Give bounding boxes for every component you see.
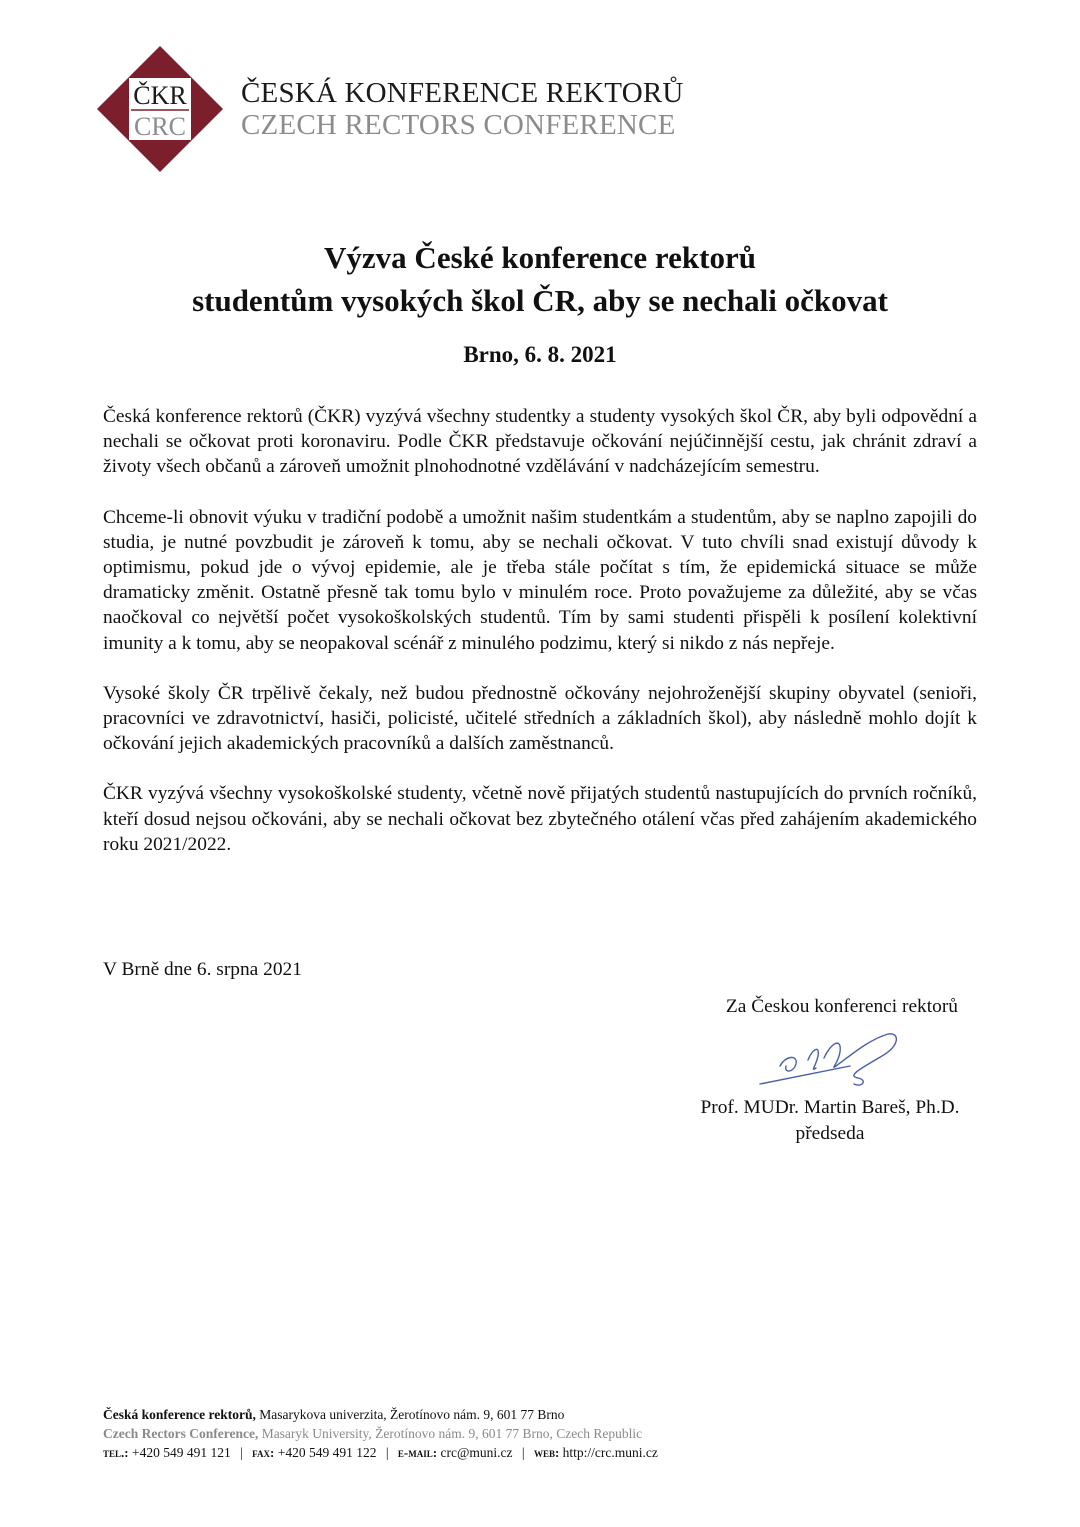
footer-separator: | [385, 1445, 389, 1460]
footer [103, 1405, 658, 1462]
footer-separator: | [521, 1445, 525, 1460]
footer-email-value[interactable]: crc@muni.cz [437, 1445, 513, 1460]
footer-separator: | [240, 1445, 243, 1460]
document-date: Brno, 6. 8. 2021 [463, 342, 617, 367]
place-date: V Brně dne 6. srpna 2021 [103, 959, 302, 980]
footer-address-en-text: Masaryk University, Žerotínovo nám. 9, 601 77 Brno, Czech Republic [258, 1426, 643, 1441]
signature-icon [750, 1026, 910, 1096]
brand-name-en: CZECH RECTORS CONFERENCE [241, 109, 676, 141]
signer [660, 1095, 1000, 1147]
sign-for: Za Českou konferenci rektorů [725, 996, 958, 1017]
paragraph-2: Chceme-li obnovit výuku v tradiční podobě a umožnit našim studentkám a studentům, aby se naplno zapojili do studia, je nutné povzbudit je zároveň k tomu, aby se nechali očkovat. V tuto chvíli snad existují důvody k optimismu, pokud jde o vývoj epidemie, ale je třeba stále počítat s tím, že epidemická situace se může dramaticky změnit. Ostatně přesně tak tomu bylo v minulém roce. Proto považujeme za důležité, aby se včas naočkoval co největší počet vysokoškolských studentů. Tím by sami studenti přispěli k posílení kolektivní imunity a k tomu, aby se neopakoval scénář z minulého podzimu, který si nikdo z nás nepřeje. [103, 506, 977, 654]
footer-org-cz: Česká konference rektorů, [103, 1407, 256, 1422]
footer-tel-label: tel.: [103, 1445, 129, 1460]
footer-fax-value: +420 549 491 122 [274, 1445, 377, 1460]
title-line-1: Výzva České konference rektorů [324, 240, 756, 275]
footer-address-en [103, 1424, 658, 1443]
brand-name-cz: ČESKÁ KONFERENCE REKTORŮ [241, 77, 684, 109]
footer-fax-label: fax: [252, 1445, 275, 1460]
footer-contacts [103, 1443, 658, 1462]
signer-name: Prof. MUDr. Martin Bareš, Ph.D. [700, 1097, 960, 1118]
logo-top-text: ČKR [133, 81, 187, 110]
footer-address-cz [103, 1405, 658, 1424]
footer-address-cz-text: Masarykova univerzita, Žerotínovo nám. 9, 601 77 Brno [255, 1407, 565, 1422]
footer-tel-value: +420 549 491 121 [128, 1445, 231, 1460]
logo-bottom-text: CRC [133, 112, 187, 141]
signer-role: předseda [795, 1123, 865, 1144]
title-line-2: studentům vysokých škol ČR, aby se nechali očkovat [192, 283, 888, 318]
footer-web-value[interactable]: http://crc.muni.cz [559, 1445, 658, 1460]
paragraph-1: Česká konference rektorů (ČKR) vyzývá všechny studentky a studenty vysokých škol ČR, aby byli odpovědní a nechali se očkovat proti koronaviru. Podle ČKR představuje očkování nejúčinnější cestu, jak chránit zdraví a životy všech občanů a zároveň umožnit plnohodnotné vzdělávání v nadcházejícím semestru. [103, 406, 977, 478]
paragraph-3: Vysoké školy ČR trpělivě čekaly, než budou přednostně očkovány nejohroženější skupiny obyvatel (senioři, pracovníci ve zdravotnictví, hasiči, policisté, učitelé středních a základních škol), aby následně mohlo dojít k očkování jejich akademických pracovníků a dalších zaměstnanců. [103, 682, 977, 755]
logo [97, 46, 223, 172]
signature [750, 1026, 910, 1096]
paragraph-4: ČKR vyzývá všechny vysokoškolské studenty, včetně nově přijatých studentů nastupujících do prvních ročníků, kteří dosud nejsou očkováni, aby se nechali očkovat bez zbytečného otálení včas před zahájením akademického roku 2021/2022. [103, 783, 977, 855]
logo-diamond [97, 46, 223, 172]
footer-email-label: e-mail: [397, 1445, 438, 1460]
footer-org-en: Czech Rectors Conference, [103, 1426, 259, 1441]
document-body [103, 404, 977, 882]
document-title [0, 236, 1080, 322]
brand-name [241, 77, 684, 141]
footer-web-label: web: [533, 1445, 560, 1460]
